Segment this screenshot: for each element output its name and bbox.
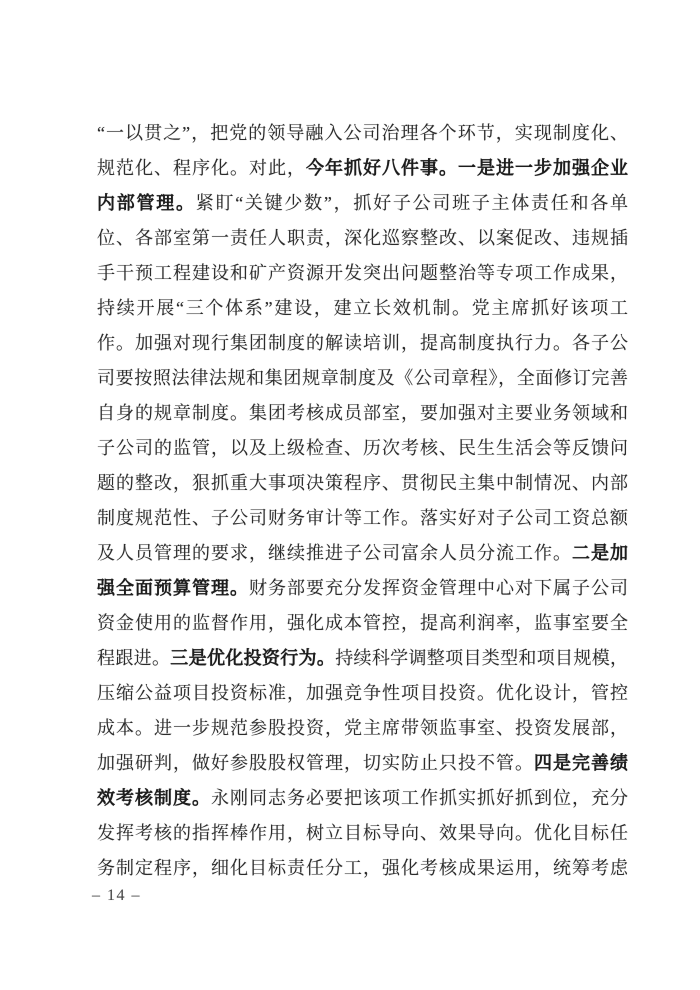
bold-text-segment: 内部管理。 (97, 193, 196, 213)
text-line-3 (97, 186, 628, 221)
text-segment: 程跟进。 (97, 648, 171, 668)
text-line-7 (97, 326, 628, 361)
text-line-13 (97, 536, 628, 571)
text-segment: 发挥考核的指挥棒作用，树立目标导向、效果导向。优化目标任 (97, 823, 628, 843)
text-line-6 (97, 291, 628, 326)
text-segment: 自身的规章制度。集团考核成员部室，要加强对主要业务领域和 (97, 403, 628, 423)
bold-text-segment: 效考核制度。 (97, 788, 211, 808)
text-line-17 (97, 676, 628, 711)
text-line-19 (97, 746, 628, 781)
text-segment: 成本。进一步规范参股投资，党主席带领监事室、投资发展部， (97, 718, 628, 738)
text-line-5 (97, 256, 628, 291)
text-line-21 (97, 816, 628, 851)
text-line-20 (97, 781, 628, 816)
text-segment: 司要按照法律法规和集团规章制度及《公司章程》，全面修订完善 (97, 368, 628, 388)
text-segment: 手干预工程建设和矿产资源开发突出问题整治等专项工作成果， (97, 263, 628, 283)
text-line-2 (97, 151, 628, 186)
text-line-15 (97, 606, 628, 641)
text-line-14 (97, 571, 628, 606)
bold-text-segment: 今年抓好八件事。一是进一步加强企业 (306, 158, 628, 178)
text-segment: 永刚同志务必要把该项工作抓实抓好抓到位，充分 (211, 788, 628, 808)
text-line-1 (97, 116, 628, 151)
text-segment: 子公司的监管，以及上级检查、历次考核、民生生活会等反馈问 (97, 438, 628, 458)
text-line-16 (97, 641, 628, 676)
text-segment: “一以贯之”，把党的领导融入公司治理各个环节，实现制度化、 (97, 123, 628, 143)
text-segment: 财务部要充分发挥资金管理中心对下属子公司 (249, 578, 628, 598)
text-line-9 (97, 396, 628, 431)
text-segment: 制度规范性、子公司财务审计等工作。落实好对子公司工资总额 (97, 508, 628, 528)
text-segment: 资金使用的监督作用，强化成本管控，提高利润率，监事室要全 (97, 613, 628, 633)
bold-text-segment: 二是加 (572, 543, 628, 563)
text-line-18 (97, 711, 628, 746)
text-line-12 (97, 501, 628, 536)
text-segment: 紧盯“关键少数”，抓好子公司班子主体责任和各单 (195, 193, 629, 213)
text-line-10 (97, 431, 628, 466)
page-number: – 14 – (92, 887, 141, 904)
text-segment: 题的整改，狠抓重大事项决策程序、贯彻民主集中制情况、内部 (97, 473, 628, 493)
text-segment: 务制定程序，细化目标责任分工，强化考核成果运用，统筹考虑 (97, 858, 628, 878)
bold-text-segment: 三是优化投资行为。 (170, 648, 336, 668)
bold-text-segment: 强全面预算管理。 (97, 578, 249, 598)
text-segment: 加强研判，做好参股股权管理，切实防止只投不管。 (97, 753, 534, 773)
text-segment: 持续开展“三个体系”建设，建立长效机制。党主席抓好该项工 (97, 298, 628, 318)
document-text (97, 116, 628, 886)
text-segment: 位、各部室第一责任人职责，深化巡察整改、以案促改、违规插 (97, 228, 628, 248)
text-line-8 (97, 361, 628, 396)
text-line-4 (97, 221, 628, 256)
text-segment: 及人员管理的要求，继续推进子公司富余人员分流工作。 (97, 543, 572, 563)
text-line-22 (97, 851, 628, 886)
text-segment: 持续科学调整项目类型和项目规模， (335, 648, 629, 668)
text-segment: 压缩公益项目投资标准，加强竞争性项目投资。优化设计，管控 (97, 683, 628, 703)
bold-text-segment: 四是完善绩 (534, 753, 628, 773)
text-segment: 作。加强对现行集团制度的解读培训，提高制度执行力。各子公 (97, 333, 628, 353)
text-segment: 规范化、程序化。对此， (97, 158, 306, 178)
text-line-11 (97, 466, 628, 501)
